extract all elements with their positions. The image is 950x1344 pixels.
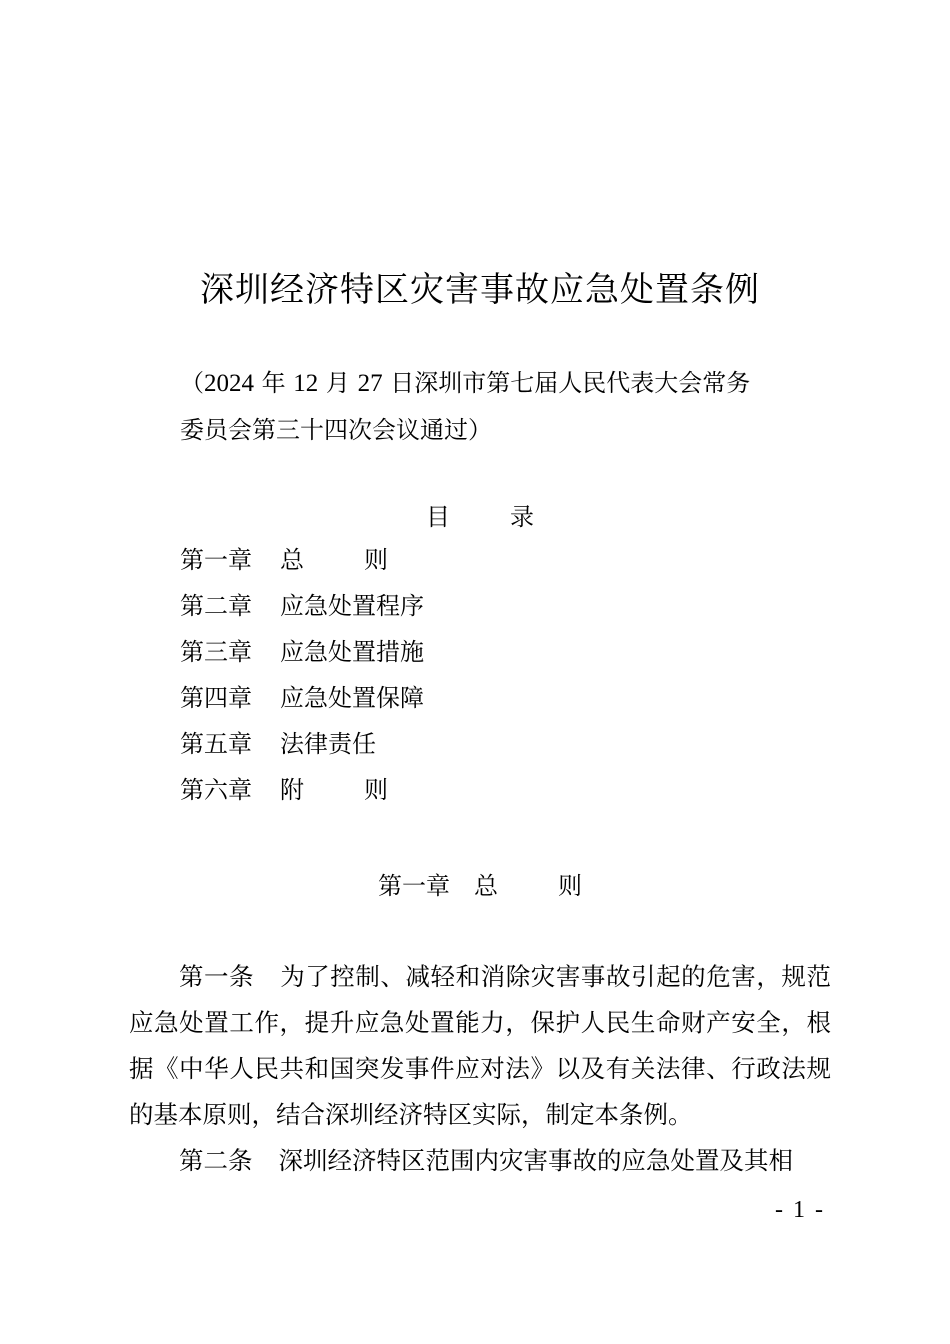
article-paragraph [129,954,831,1138]
article-label: 第二条 [179,1146,253,1175]
adoption-note-line-2: 委员会第三十四次会议通过） [180,416,492,444]
chapter-heading: 第一章 总 则 [378,872,582,900]
toc-item[interactable]: 第二章 应急处置程序 [180,592,424,620]
document-title: 深圳经济特区灾害事故应急处置条例 [200,270,760,310]
table-of-contents [180,540,424,816]
toc-heading: 目 录 [426,503,534,531]
adoption-note-line-1: （2024 年 12 月 27 日深圳市第七届人民代表大会常务 [180,369,751,397]
chapter-body [129,954,831,1184]
article-text: 为了控制、减轻和消除灾害事故引起的危害，规范应急处置工作，提升应急处置能力，保护人民生命财产安全，根据《中华人民共和国突发事件应对法》以及有关法律、行政法规的基本原则，结合深圳经济特区实际，制定本条例。 [129,962,831,1129]
toc-item[interactable]: 第一章 总 则 [180,546,388,574]
toc-item[interactable]: 第三章 应急处置措施 [180,638,424,666]
article-paragraph [129,1138,831,1184]
toc-item[interactable]: 第五章 法律责任 [180,730,376,758]
toc-item[interactable]: 第四章 应急处置保障 [180,684,424,712]
toc-item[interactable]: 第六章 附 则 [180,776,388,804]
page-number: - 1 - [775,1197,825,1223]
article-label: 第一条 [179,962,255,991]
adoption-note [180,360,820,453]
article-text: 深圳经济特区范围内灾害事故的应急处置及其相 [278,1146,793,1175]
